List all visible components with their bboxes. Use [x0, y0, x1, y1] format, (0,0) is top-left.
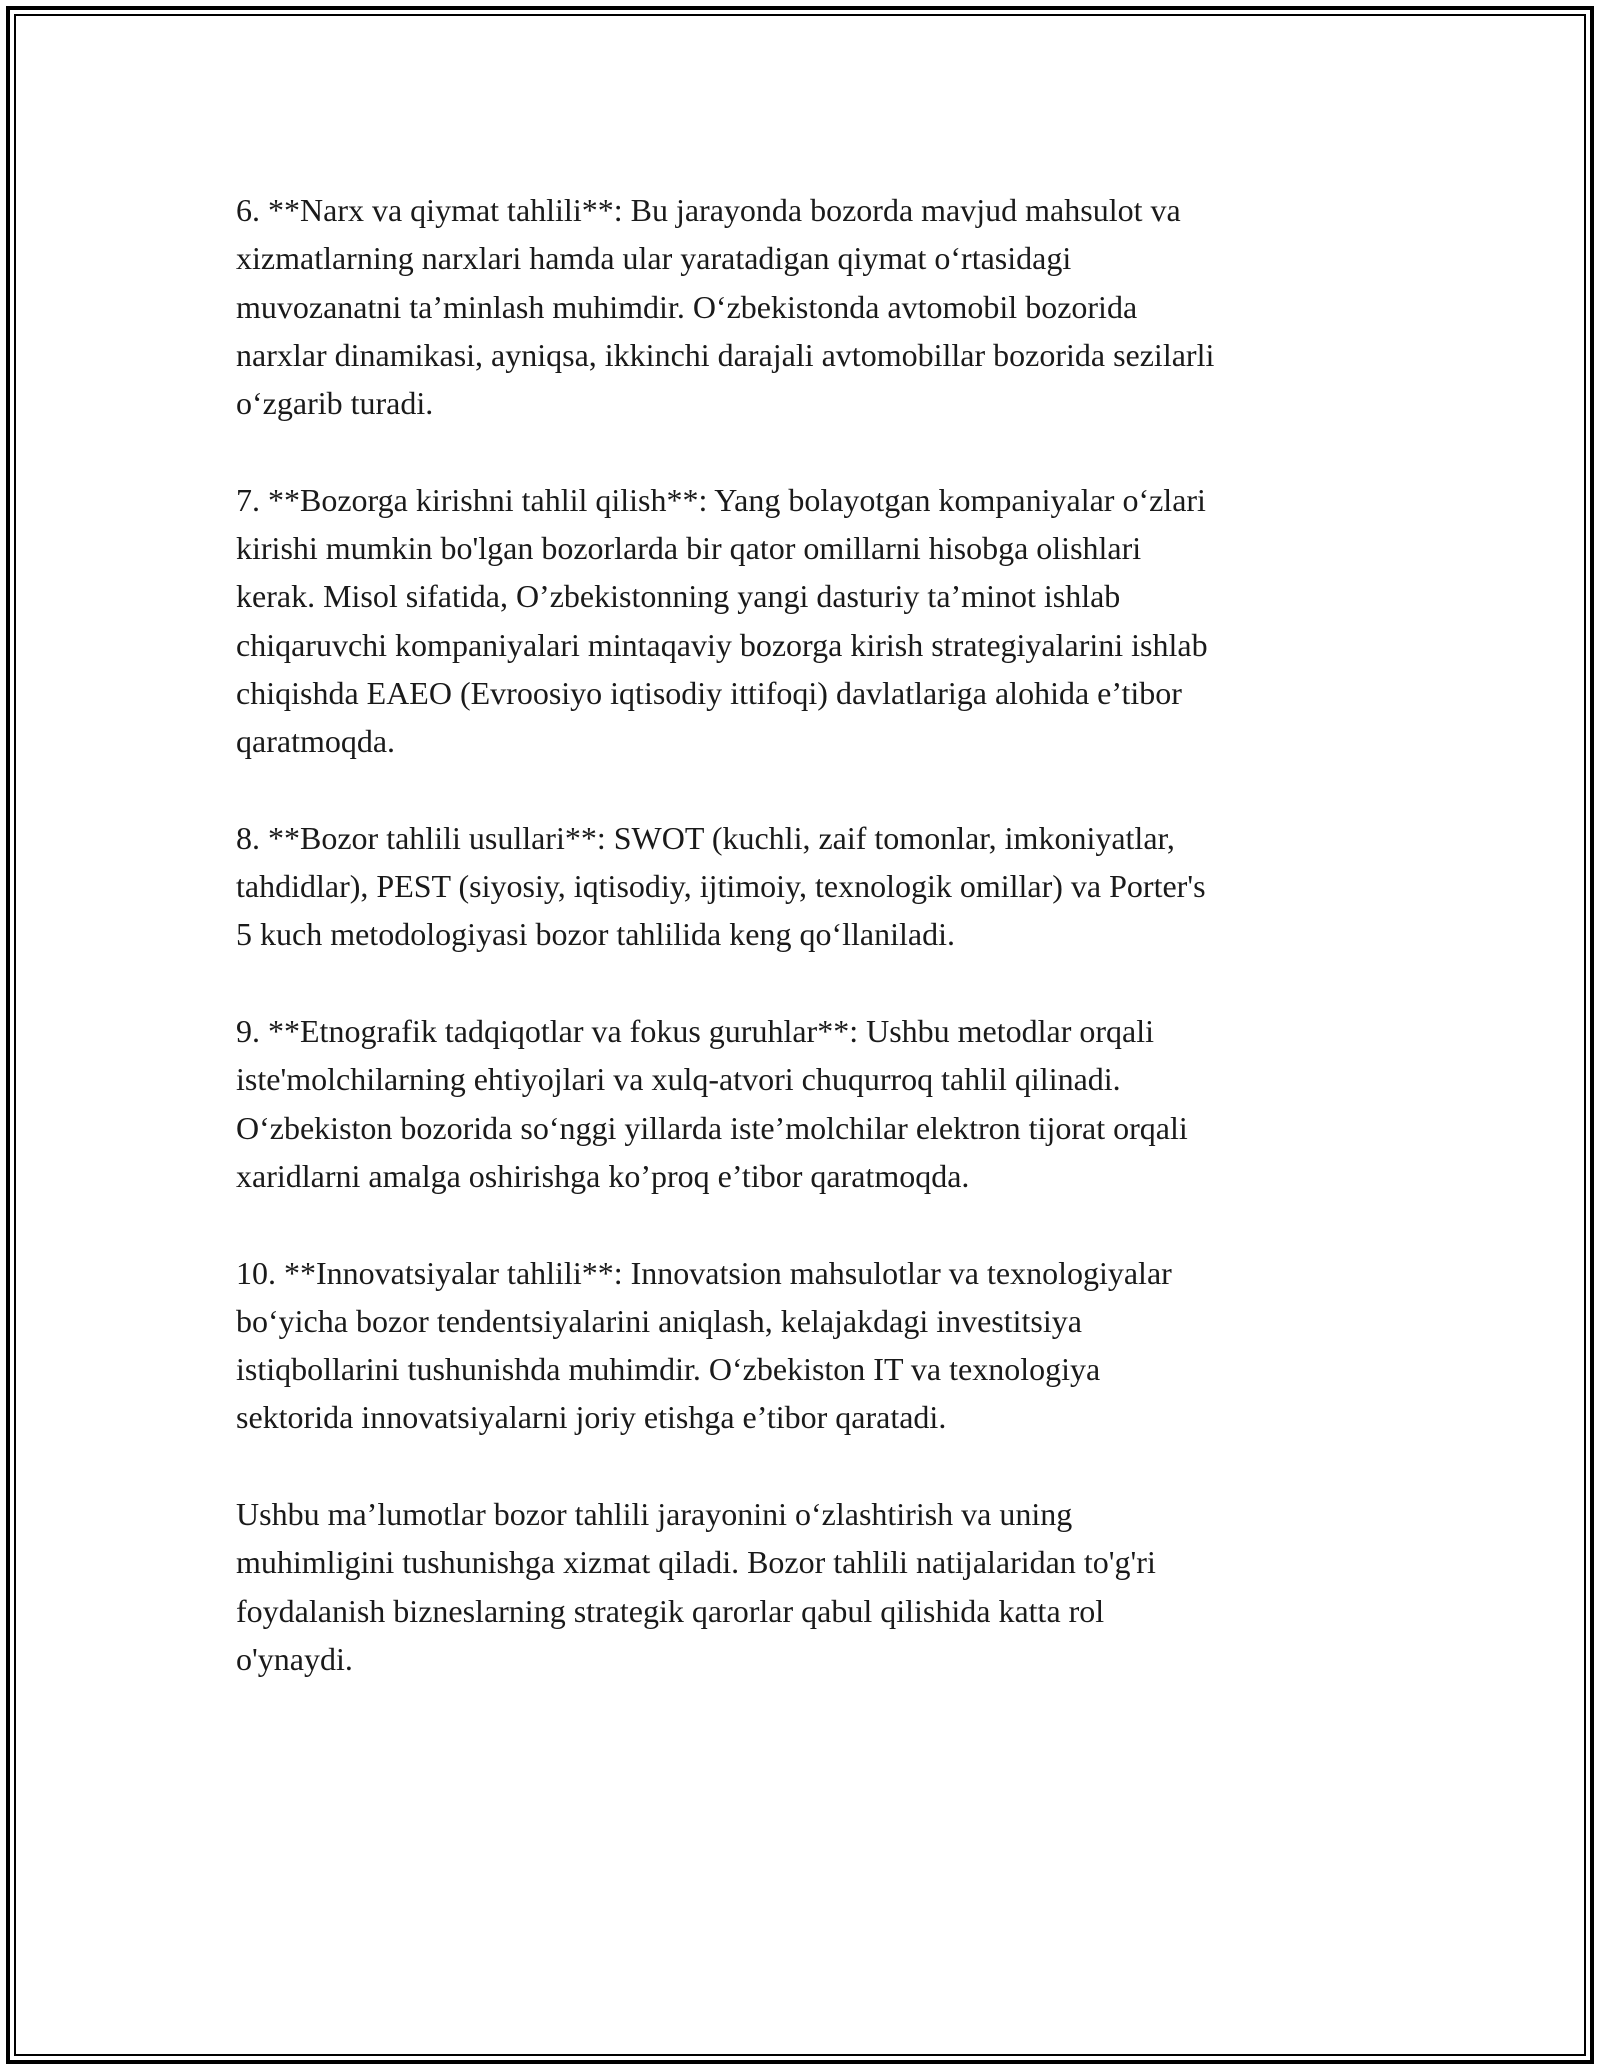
text-line: Ushbu ma’lumotlar bozor tahlili jarayonini o‘zlashtirish va uning [236, 1496, 1073, 1533]
text-line: istiqbollarini tushunishda muhimdir. O‘zbekiston IT va texnologiya [236, 1351, 1101, 1388]
text-line: muvozanatni ta’minlash muhimdir. O‘zbekistonda avtomobil bozorida [236, 288, 1138, 325]
text-line: qaratmoqda. [236, 723, 396, 760]
text-line: muhimligini tushunishga xizmat qiladi. Bozor tahlili natijalaridan to'g'ri [236, 1544, 1156, 1581]
text-line: 10. **Innovatsiyalar tahlili**: Innovatsion mahsulotlar va texnologiyalar [236, 1254, 1172, 1291]
text-line: o'ynaydi. [236, 1640, 353, 1677]
text-line: 5 kuch metodologiyasi bozor tahlilida keng qo‘llaniladi. [236, 916, 955, 953]
text-line: o‘zgarib turadi. [236, 385, 434, 422]
text-line: 8. **Bozor tahlili usullari**: SWOT (kuchli, zaif tomonlar, imkoniyatlar, [236, 819, 1175, 856]
text-line: tahdidlar), PEST (siyosiy, iqtisodiy, ijtimoiy, texnologik omillar) va Porter's [236, 868, 1206, 905]
text-line: narxlar dinamikasi, ayniqsa, ikkinchi darajali avtomobillar bozorida sezilarli [236, 336, 1215, 373]
text-line: xizmatlarning narxlari hamda ular yaratadigan qiymat o‘rtasidagi [236, 240, 1072, 277]
text-line: kirishi mumkin bo'lgan bozorlarda bir qator omillarni hisobga olishlari [236, 530, 1142, 567]
paragraph-innovatsiyalar-tahlili [236, 1249, 1386, 1442]
paragraph-narx-va-qiymat [236, 186, 1386, 427]
text-line: chiqishda EAEO (Evroosiyo iqtisodiy ittifoqi) davlatlariga alohida e’tibor [236, 674, 1182, 711]
paragraph-bozor-tahlili-usullari [236, 814, 1386, 959]
paragraph-etnografik-tadqiqotlar [236, 1007, 1386, 1200]
text-line: chiqaruvchi kompaniyalari mintaqaviy bozorga kirish strategiyalarini ishlab [236, 626, 1208, 663]
text-line: 6. **Narx va qiymat tahlili**: Bu jarayonda bozorda mavjud mahsulot va [236, 192, 1181, 228]
text-line: kerak. Misol sifatida, O’zbekistonning yangi dasturiy ta’minot ishlab [236, 578, 1121, 615]
paragraph-conclusion [236, 1490, 1386, 1683]
text-line: foydalanish bizneslarning strategik qarorlar qabul qilishida katta rol [236, 1592, 1105, 1629]
text-line: 9. **Etnografik tadqiqotlar va fokus guruhlar**: Ushbu metodlar orqali [236, 1013, 1155, 1050]
text-line: sektorida innovatsiyalarni joriy etishga e’tibor qaratadi. [236, 1399, 947, 1436]
text-line: xaridlarni amalga oshirishga ko’proq e’tibor qaratmoqda. [236, 1157, 970, 1194]
document-body [236, 186, 1386, 1732]
text-line: O‘zbekiston bozorida so‘nggi yillarda iste’molchilar elektron tijorat orqali [236, 1109, 1188, 1146]
text-line: iste'molchilarning ehtiyojlari va xulq-atvori chuqurroq tahlil qilinadi. [236, 1061, 1121, 1098]
text-line: bo‘yicha bozor tendentsiyalarini aniqlash, kelajakdagi investitsiya [236, 1302, 1082, 1339]
paragraph-bozorga-kirish [236, 476, 1386, 766]
text-line: 7. **Bozorga kirishni tahlil qilish**: Yang bolayotgan kompaniyalar o‘zlari [236, 481, 1206, 518]
